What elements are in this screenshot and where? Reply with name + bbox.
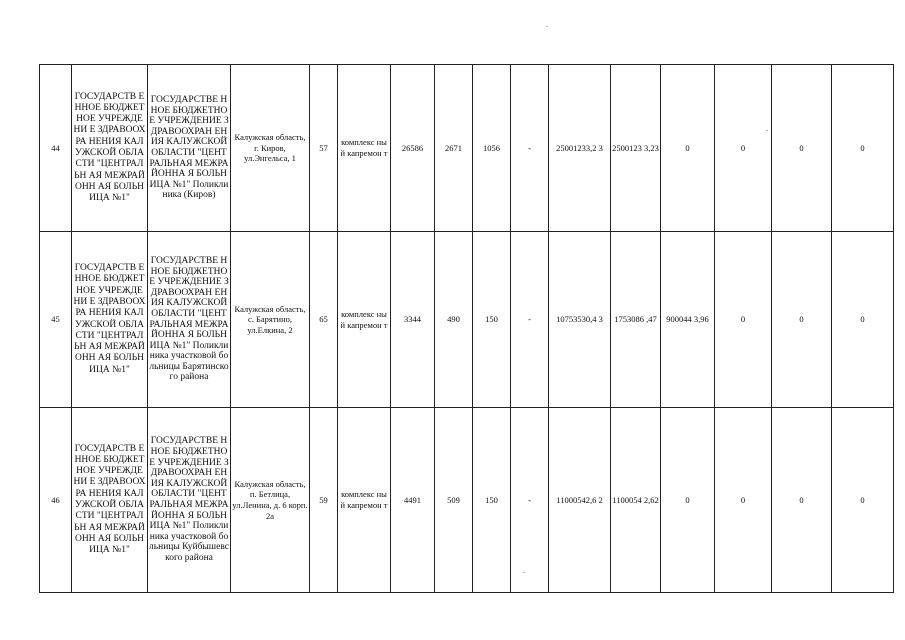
institution-name: ГОСУДАРСТВЕ ННОЕ БЮДЖЕТНОЕ УЧРЕЖДЕНИЕ ЗДРАВООХРАН ЕНИЯ КАЛУЖСКОЙ ОБЛАСТИ "ЦЕНТРАЛЬНАЯ МЕЖРАЙОННА Я БОЛЬНИЦА №1" Поликлиника (Киров): [148, 65, 231, 232]
cell-col4: 57: [310, 65, 338, 232]
cell-col8: 150: [473, 232, 511, 408]
cell-col11: 1100054 2,62: [611, 408, 661, 593]
cell-col6: 26586: [391, 65, 435, 232]
work-type: комплекс ный капремон т: [338, 232, 391, 408]
organization-name: ГОСУДАРСТВ ЕННОЕ БЮДЖЕТНОЕ УЧРЕЖДЕНИ Е ЗДРАВООХРА НЕНИЯ КАЛУЖСКОЙ ОБЛАСТИ "ЦЕНТРАЛЬН АЯ МЕЖРАЙОНН АЯ БОЛЬНИЦА №1": [72, 65, 148, 232]
cell-col15: 0: [832, 408, 894, 593]
organization-name: ГОСУДАРСТВ ЕННОЕ БЮДЖЕТНОЕ УЧРЕЖДЕНИ Е ЗДРАВООХРА НЕНИЯ КАЛУЖСКОЙ ОБЛАСТИ "ЦЕНТРАЛЬН АЯ МЕЖРАЙОНН АЯ БОЛЬНИЦА №1": [72, 408, 148, 593]
cell-col13: 0: [715, 232, 772, 408]
cell-col8: 150: [473, 408, 511, 593]
row-number: 45: [40, 232, 72, 408]
cell-col9: -: [511, 65, 549, 232]
cell-col9: -: [511, 408, 549, 593]
facility-address: Калужская область, г. Киров, ул.Энгельса, 1: [231, 65, 310, 232]
cell-col14: 0: [772, 232, 832, 408]
scan-speck: [546, 26, 548, 27]
row-number: 46: [40, 408, 72, 593]
cell-col7: 2671: [435, 65, 473, 232]
cell-col13: 0: [715, 408, 772, 593]
facility-address: Калужская область, п. Бетлица, ул.Ленина, д. 6 корп. 2а: [231, 408, 310, 593]
cell-col6: 3344: [391, 232, 435, 408]
organization-name: ГОСУДАРСТВ ЕННОЕ БЮДЖЕТНОЕ УЧРЕЖДЕНИ Е ЗДРАВООХРА НЕНИЯ КАЛУЖСКОЙ ОБЛАСТИ "ЦЕНТРАЛЬН АЯ МЕЖРАЙОНН АЯ БОЛЬНИЦА №1": [72, 232, 148, 408]
cell-col15: 0: [832, 65, 894, 232]
cell-col15: 0: [832, 232, 894, 408]
cell-col12: 0: [661, 65, 715, 232]
cell-col4: 65: [310, 232, 338, 408]
scan-speck: [766, 130, 768, 131]
cell-col10: 11000542,6 2: [549, 408, 611, 593]
cell-col10: 10753530,4 3: [549, 232, 611, 408]
cell-col11: 2500123 3,23: [611, 65, 661, 232]
table-row: [40, 408, 894, 593]
institution-name: ГОСУДАРСТВЕ ННОЕ БЮДЖЕТНОЕ УЧРЕЖДЕНИЕ ЗДРАВООХРАН ЕНИЯ КАЛУЖСКОЙ ОБЛАСТИ "ЦЕНТРАЛЬНАЯ МЕЖРАЙОННА Я БОЛЬНИЦА №1" Поликлиника участковой больницы Барятинского района: [148, 232, 231, 408]
cell-col14: 0: [772, 65, 832, 232]
scan-speck: [523, 572, 525, 573]
facility-repair-table: [39, 64, 894, 593]
cell-col12: 0: [661, 408, 715, 593]
cell-col14: 0: [772, 408, 832, 593]
work-type: комплекс ный капремон т: [338, 408, 391, 593]
cell-col13: 0: [715, 65, 772, 232]
facility-address: Калужская область, с. Барятино, ул.Елкина, 2: [231, 232, 310, 408]
cell-col12: 900044 3,96: [661, 232, 715, 408]
row-number: 44: [40, 65, 72, 232]
cell-col6: 4491: [391, 408, 435, 593]
table-row: [40, 232, 894, 408]
cell-col10: 25001233,2 3: [549, 65, 611, 232]
cell-col4: 59: [310, 408, 338, 593]
cell-col9: -: [511, 232, 549, 408]
cell-col11: 1753086 ,47: [611, 232, 661, 408]
cell-col7: 490: [435, 232, 473, 408]
cell-col8: 1056: [473, 65, 511, 232]
institution-name: ГОСУДАРСТВЕ ННОЕ БЮДЖЕТНОЕ УЧРЕЖДЕНИЕ ЗДРАВООХРАН ЕНИЯ КАЛУЖСКОЙ ОБЛАСТИ "ЦЕНТРАЛЬНАЯ МЕЖРАЙОННА Я БОЛЬНИЦА №1" Поликлиника участковой больницы Куйбышевского района: [148, 408, 231, 593]
table-row: [40, 65, 894, 232]
cell-col7: 509: [435, 408, 473, 593]
work-type: комплекс ный капремон т: [338, 65, 391, 232]
